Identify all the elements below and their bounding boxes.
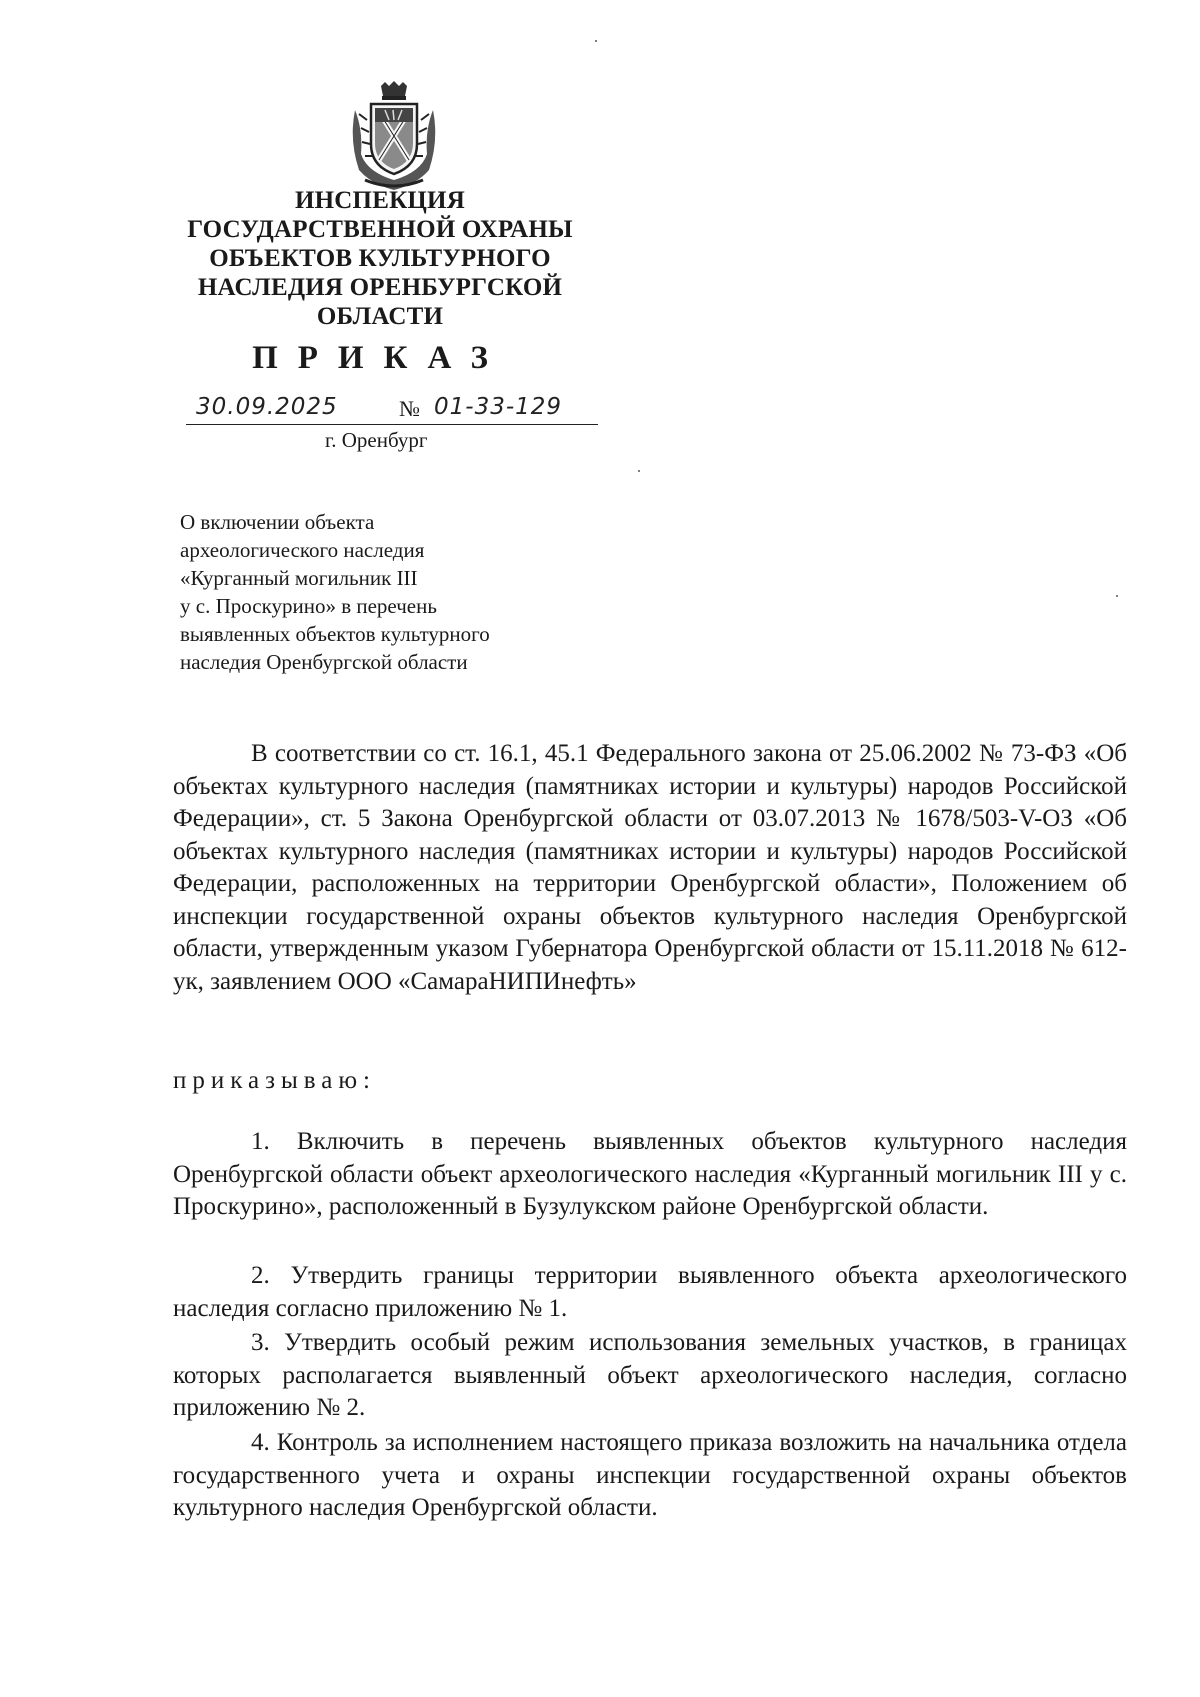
subject-line: наследия Оренбургской области	[180, 650, 468, 674]
document-number: 01-33-129	[434, 394, 563, 420]
document-date: 30.09.2025	[196, 394, 338, 420]
order-item-2: 2. Утвердить границы территории выявленного объекта археологического наследия согласно приложению № 1.	[173, 1262, 1127, 1322]
subject-line: археологического наследия	[180, 538, 425, 562]
city-label: г. Оренбург	[325, 428, 428, 452]
scan-speck	[638, 470, 640, 472]
document-subject	[180, 508, 600, 676]
date-number-line	[186, 394, 598, 425]
org-line: НАСЛЕДИЯ ОРЕНБУРГСКОЙ	[197, 274, 563, 301]
preamble-paragraph: В соответствии со ст. 16.1, 45.1 Федерального закона от 25.06.2002 № 73-ФЗ «Об объектах культурного наследия (памятниках истории и культуры) народов Российской Федерации», ст. 5 Закона Оренбургской области от 03.07.2013 № 1678/503-V-ОЗ «Об объектах культурного наследия (памятниках истории и культуры) народов Российской Федерации, расположенных на территории Оренбургской области», Положением об инспекции государственной охраны объектов культурного наследия Оренбургской области, утвержденным указом Губернатора Оренбургской области от 15.11.2018 № 612-ук, заявлением ООО «СамараНИПИнефть»	[173, 740, 1127, 995]
subject-line: О включении объекта	[180, 510, 375, 534]
document-type-title: ПРИКАЗ	[252, 340, 508, 376]
order-item-3: 3. Утвердить особый режим использования земельных участков, в границах которых располагается выявленный объект археологического наследия, согласно приложению № 2.	[173, 1329, 1127, 1421]
subject-line: «Курганный могильник III	[180, 566, 418, 590]
org-line: ГОСУДАРСТВЕННОЙ ОХРАНЫ	[187, 216, 573, 243]
org-line: ИНСПЕКЦИЯ	[295, 187, 465, 214]
number-sign: №	[399, 396, 420, 421]
subject-line: выявленных объектов культурного	[180, 622, 490, 646]
order-item-4: 4. Контроль за исполнением настоящего приказа возложить на начальника отдела государственного учета и охраны инспекции государственной охраны объектов культурного наследия Оренбургской области.	[173, 1429, 1127, 1521]
org-line: ОБЛАСТИ	[316, 303, 444, 330]
command-word: приказываю:	[173, 1067, 376, 1094]
scan-speck	[1116, 595, 1118, 597]
subject-line: у с. Проскурино» в перечень	[180, 594, 437, 618]
coat-of-arms-icon	[345, 80, 443, 192]
org-line: ОБЪЕКТОВ КУЛЬТУРНОГО	[209, 245, 551, 272]
scan-speck	[595, 40, 597, 42]
order-item-1: 1. Включить в перечень выявленных объектов культурного наследия Оренбургской области объект археологического наследия «Курганный могильник III у с. Проскурино», расположенный в Бузулукском районе Оренбургской области.	[173, 1128, 1127, 1220]
organization-name	[170, 186, 590, 331]
